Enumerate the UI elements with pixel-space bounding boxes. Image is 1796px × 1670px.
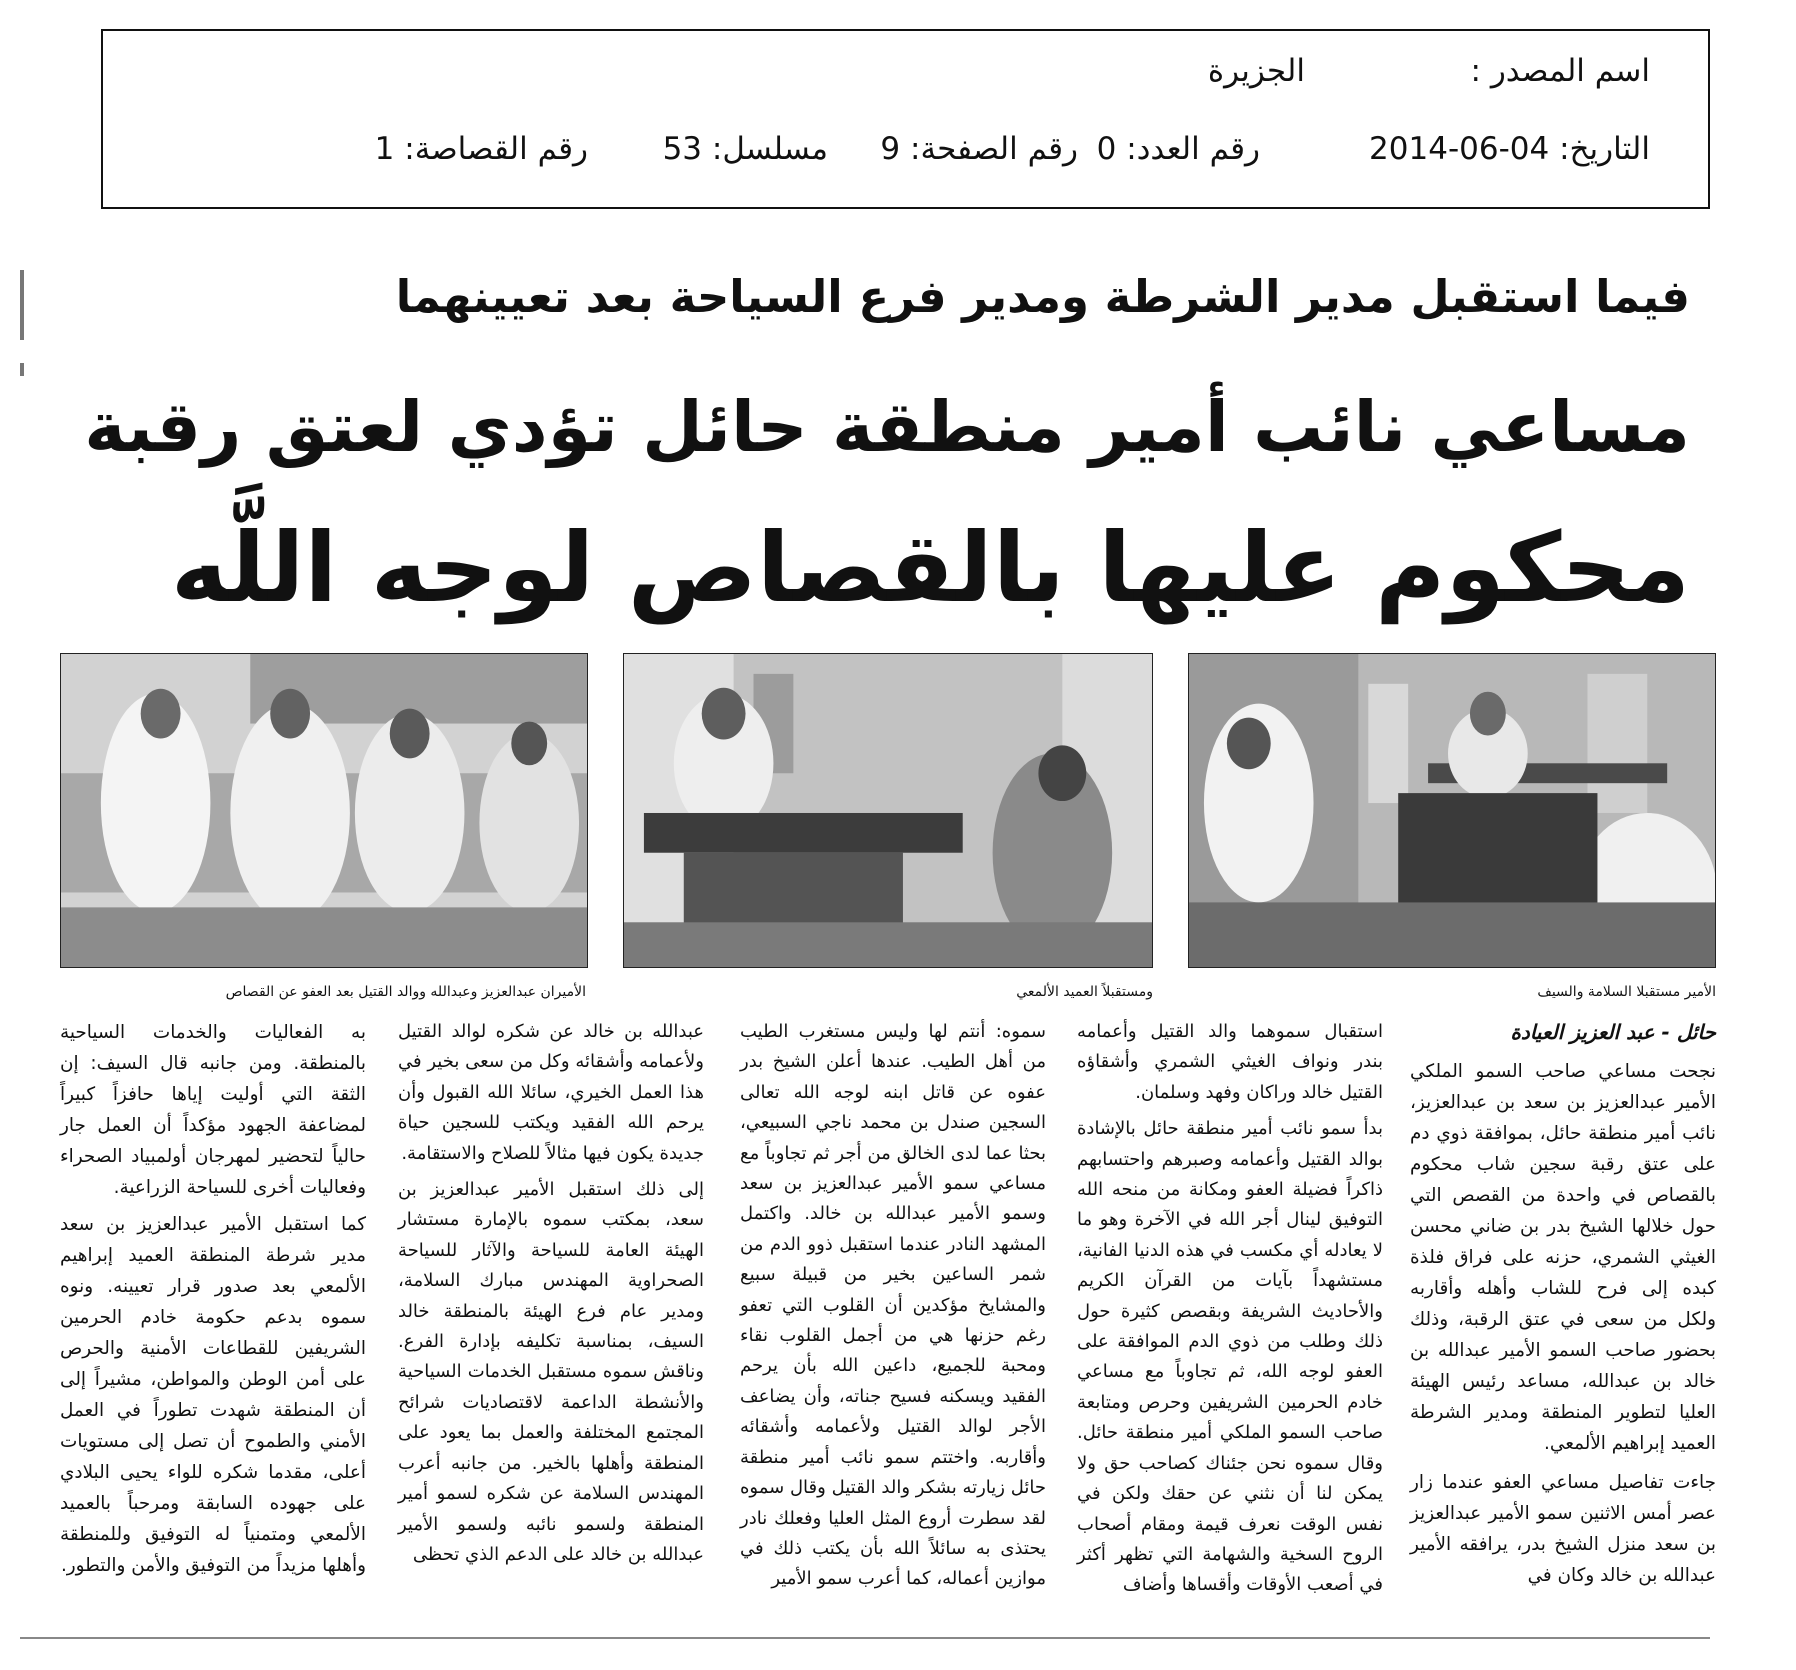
article-column-3 bbox=[740, 1017, 1046, 1595]
clip-label: رقم القصاصة: bbox=[404, 131, 588, 167]
paragraph: نجحت مساعي صاحب السمو الملكي الأمير عبدالعزيز بن سعد بن عبدالعزيز، نائب أمير منطقة حائل، بموافقة ذوي دم على عتق رقبة سجين شاب محكوم بالقصاص في واحدة من القصص التي حول خلالها الشيخ بدر بن ضاني محسن الغيثي الشمري، حزنه على فراق فلذة كبده إلى فرح للشاب وأهله وأقاربه ولكل من سعى في عتق الرقبة، وذلك بحضور صاحب السمو الأمير عبدالله بن خالد بن عبدالله، مساعد رئيس الهيئة العليا لتطوير المنطقة ومدير الشرطة العميد إبراهيم الألمعي. bbox=[1410, 1061, 1716, 1454]
issue-value: 0 bbox=[1096, 131, 1117, 167]
margin-mark bbox=[20, 270, 24, 340]
serial-value: 53 bbox=[662, 131, 703, 167]
issue-label: رقم العدد: bbox=[1126, 131, 1260, 167]
article-column-5 bbox=[60, 1017, 366, 1581]
headline-line-1: مساعي نائب أمير منطقة حائل تؤدي لعتق رقبة bbox=[84, 386, 1690, 468]
photo-caption-1: الأمير مستقبلا السلامة والسيف bbox=[1537, 984, 1716, 1000]
photo-majlis-gathering bbox=[60, 653, 588, 968]
photo-caption-3: الأميران عبدالعزيز وعبدالله ووالد القتيل بعد العفو عن القصاص bbox=[225, 984, 586, 1000]
paragraph: سموه: أنتم لها وليس مستغرب الطيب من أهل الطيب. عندها أعلن الشيخ بدر عفوه عن قاتل ابنه لوجه الله تعالى السجين صندل بن محمد ناجي السبيعي، بحثا عما لدى الخالق من أجر ثم تجاوباً مع مساعي سمو الأمير عبدالعزيز بن سعد وسمو الأمير عبدالله بن خالد. واكتمل المشهد النادر عندما استقبل ذوو الدم من شمر الساعين بخير من قبيلة سبيع والمشايخ مؤكدين أن القلوب التي تعفو رغم حزنها هي من أجمل القلوب نقاء ومحبة للجميع، داعين الله بأن يرحم الفقيد ويسكنه فسيح جناته، وأن يضاعف الأجر لوالد القتيل ولأعمامه وأشقائه وأقاربه. واختتم سمو نائب أمير منطقة حائل زيارته بشكر والد القتيل وقال سموه لقد سطرت أروع المثل العليا وفعلك نادر يحتذى به سائلاً الله بأن يكتب ذلك في موازين أعماله، كما أعرب سمو الأمير bbox=[740, 1021, 1046, 1590]
photo-caption-2: ومستقبلاً العميد الألمعي bbox=[1016, 984, 1153, 1000]
photo-office-meeting-2 bbox=[623, 653, 1153, 968]
headline-line-2: محكوم عليها بالقصاص لوجه اللَّه bbox=[170, 512, 1690, 624]
bottom-rule bbox=[20, 1637, 1710, 1639]
issue-field bbox=[1097, 131, 1260, 167]
source-value: الجزيرة bbox=[1207, 53, 1305, 89]
paragraph: جاءت تفاصيل مساعي العفو عندما زار عصر أمس الاثنين سمو الأمير عبدالعزيز بن سعد منزل الشيخ بدر، يرافقه الأمير عبدالله بن خالد وكان في bbox=[1410, 1472, 1716, 1586]
paragraph: عبدالله بن خالد عن شكره لوالد القتيل ولأعمامه وأشقائه وكل من سعى بخير في هذا العمل الخيري، سائلا الله القبول وأن يرحم الله الفقيد ويكتب للسجين حياة جديدة يكون فيها مثالاً للصلاح والاستقامة. bbox=[398, 1021, 704, 1164]
clip-field bbox=[375, 131, 588, 167]
serial-label: مسلسل: bbox=[711, 131, 828, 167]
page-label: رقم الصفحة: bbox=[910, 131, 1078, 167]
margin-mark bbox=[20, 363, 24, 376]
page-field bbox=[880, 131, 1078, 167]
source-label: اسم المصدر : bbox=[1470, 53, 1650, 89]
page-value: 9 bbox=[880, 131, 901, 167]
article-kicker: فيما استقبل مدير الشرطة ومدير فرع السياحة بعد تعيينهما bbox=[395, 270, 1690, 323]
paragraph: إلى ذلك استقبل الأمير عبدالعزيز بن سعد، بمكتب سموه بالإمارة مستشار الهيئة العامة للسياحة والآثار للسياحة الصحراوية المهندس مبارك السلامة، ومدير عام فرع الهيئة بالمنطقة خالد السيف، بمناسبة تكليفه بإدارة الفرع. وناقش سموه مستقبل الخدمات السياحية والأنشطة الداعمة لاقتصاديات شرائح المجتمع المختلفة والعمل بما يعود على المنطقة وأهلها بالخير. من جانبه أعرب المهندس السلامة عن شكره لسمو أمير المنطقة ولسمو نائبه ولسمو الأمير عبدالله بن خالد على الدعم الذي تحظى bbox=[398, 1179, 704, 1565]
source-info-box bbox=[101, 29, 1710, 209]
date-value: 2014-06-04 bbox=[1369, 131, 1550, 167]
paragraph: به الفعاليات والخدمات السياحية بالمنطقة. ومن جانبه قال السيف: إن الثقة التي أوليت إياها حافزاً كبيراً لمضاعفة الجهود مؤكداً أن العمل جار حالياً لتحضير لمهرجان أولمبياد الصحراء وفعاليات أخرى للسياحة الزراعية. bbox=[60, 1022, 366, 1198]
paragraph: استقبال سموهما والد القتيل وأعمامه بندر ونواف الغيثي الشمري وأشقاؤه القتيل خالد وراكان وفهد وسلمان. bbox=[1077, 1021, 1383, 1103]
date-field bbox=[1369, 131, 1650, 167]
serial-field bbox=[663, 131, 828, 167]
article-column-2 bbox=[1077, 1017, 1383, 1601]
article-column-4 bbox=[398, 1017, 704, 1570]
date-label: التاريخ: bbox=[1559, 131, 1650, 167]
photo-office-meeting-1 bbox=[1188, 653, 1716, 968]
paragraph: كما استقبل الأمير عبدالعزيز بن سعد مدير شرطة المنطقة العميد إبراهيم الألمعي بعد صدور قرار تعيينه. ونوه سموه بدعم حكومة خادم الحرمين الشريفين للقطاعات الأمنية والحرص على أمن الوطن والمواطن، مشيراً إلى أن المنطقة شهدت تطوراً في العمل الأمني والطموح أن تصل إلى مستويات أعلى، مقدما شكره للواء يحيى البلادي على جهوده السابقة ومرحباً بالعميد الألمعي ومتمنياً له التوفيق وللمنطقة وأهلها مزيداً من التوفيق والأمن والتطور. bbox=[60, 1214, 366, 1576]
paragraph: بدأ سمو نائب أمير منطقة حائل بالإشادة بوالد القتيل وأعمامه وصبرهم واحتسابهم ذاكراً فضيلة العفو ومكانة من منحه الله التوفيق لينال أجر الله في الآخرة وهو ما لا يعادله أي مكسب في هذه الدنيا الفانية، مستشهداً بآيات من القرآن الكريم والأحاديث الشريفة وبقصص كثيرة حول ذلك وطلب من ذوي الدم الموافقة على العفو لوجه الله، ثم تجاوباً مع مساعي خادم الحرمين الشريفين وحرص ومتابعة صاحب السمو الملكي أمير منطقة حائل. وقال سموه نحن جئناك كصاحب حق ولا يمكن لنا أن نثني عن حقك ولكن في نفس الوقت نعرف قيمة ومقام أصحاب الروح السخية والشهامة التي تظهر أكثر في أصعب الأوقات وأقساها وأضاف bbox=[1077, 1118, 1383, 1596]
article-column-1 bbox=[1410, 1017, 1716, 1591]
clip-value: 1 bbox=[374, 131, 395, 167]
byline: حائل - عبد العزيز العيادة bbox=[1510, 1020, 1716, 1044]
